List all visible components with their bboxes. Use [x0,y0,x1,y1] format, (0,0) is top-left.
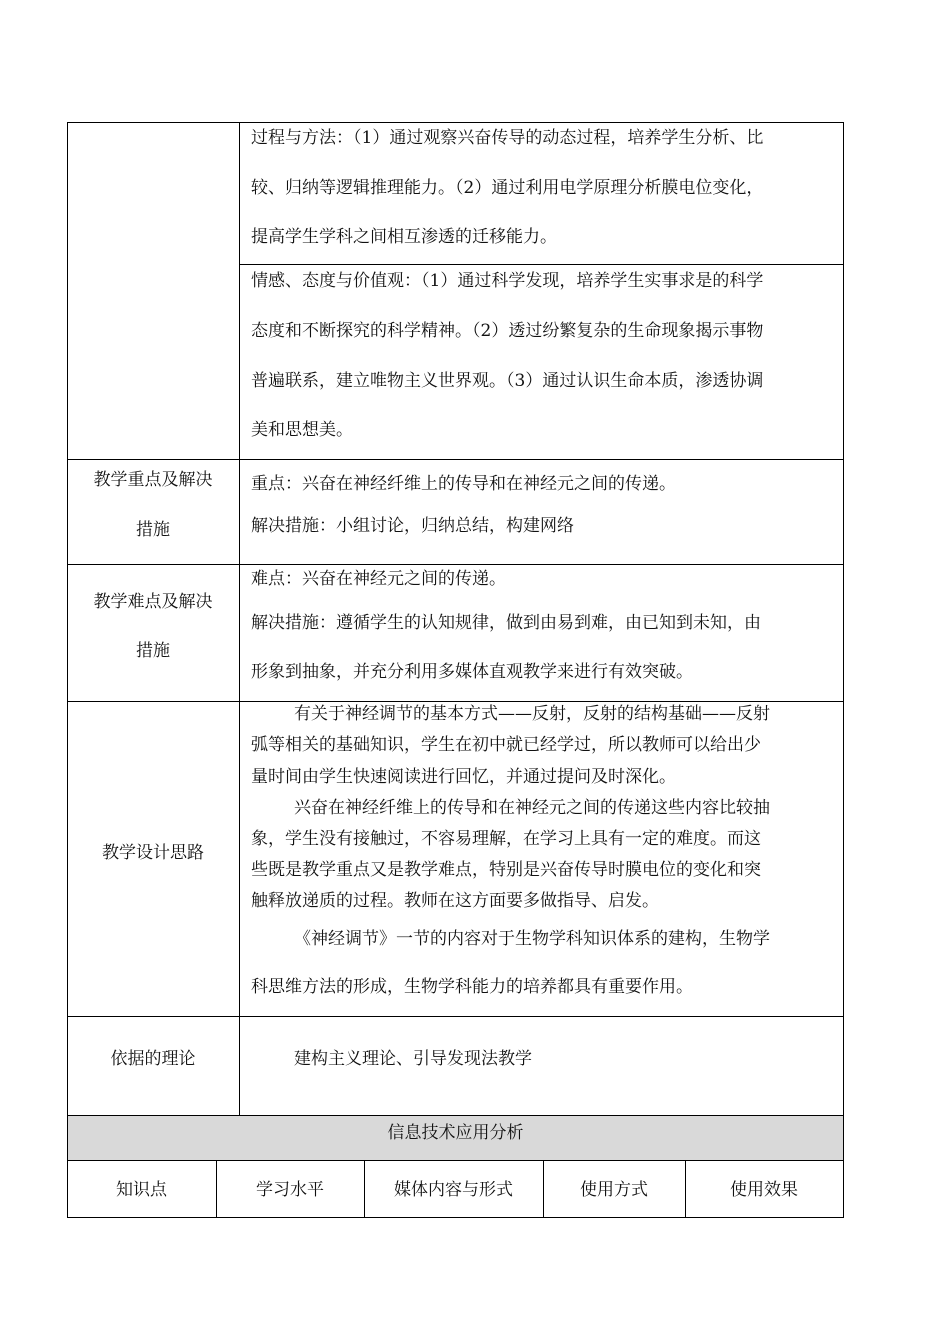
column-header-level: 学习水平 [256,1180,324,1200]
process-line-2: 较、归纳等逻辑推理能力。（2）通过利用电学原理分析膜电位变化， [251,178,764,198]
key-points-label-line2: 措施 [136,520,170,540]
row-separator [67,564,844,565]
design-thinking-line-3: 量时间由学生快速阅读进行回忆，并通过提问及时深化。 [251,767,676,787]
emotion-line-2: 态度和不断探究的科学精神。（2）透过纷繁复杂的生命现象揭示事物 [251,321,764,341]
table-bottom-border [67,1217,844,1218]
row-separator [67,1016,844,1017]
design-thinking-label: 教学设计思路 [102,843,204,863]
column-header-usage: 使用方式 [580,1180,648,1200]
theory-label: 依据的理论 [110,1049,196,1069]
table-right-border [843,122,844,1218]
key-points-content-2: 解决措施：小组讨论，归纳总结，构建网络 [251,516,574,536]
difficult-points-content-3: 形象到抽象，并充分利用多媒体直观教学来进行有效突破。 [251,662,693,682]
it-analysis-title: 信息技术应用分析 [387,1123,524,1143]
design-thinking-line-4: 兴奋在神经纤维上的传导和在神经元之间的传递这些内容比较抽 [294,798,770,818]
design-thinking-line-8: 《神经调节》一节的内容对于生物学科知识体系的建构，生物学 [294,929,770,949]
row-separator [67,459,844,460]
emotion-line-4: 美和思想美。 [251,420,353,440]
theory-content: 建构主义理论、引导发现法教学 [294,1049,532,1069]
difficult-points-content-2: 解决措施：遵循学生的认知规律，做到由易到难，由已知到未知，由 [251,613,761,633]
table-top-border [67,122,844,123]
label-column-divider [239,122,240,1115]
design-thinking-line-7: 触释放递质的过程。教师在这方面要多做指导、启发。 [251,891,659,911]
row-separator [67,1160,844,1161]
row-separator [67,701,844,702]
design-thinking-line-2: 弧等相关的基础知识，学生在初中就已经学过，所以教师可以给出少 [251,735,761,755]
column-header-effect: 使用效果 [730,1180,798,1200]
key-points-content-1: 重点：兴奋在神经纤维上的传导和在神经元之间的传递。 [251,474,676,494]
difficult-points-label-line1: 教学难点及解决 [93,592,213,612]
column-header-knowledge: 知识点 [116,1180,167,1200]
design-thinking-line-9: 科思维方法的形成，生物学科能力的培养都具有重要作用。 [251,977,693,997]
design-thinking-line-1: 有关于神经调节的基本方式——反射，反射的结构基础——反射 [294,704,770,724]
difficult-points-label-line2: 措施 [136,641,170,661]
emotion-line-3: 普遍联系，建立唯物主义世界观。（3）通过认识生命本质，渗透协调 [251,371,764,391]
row-separator [239,264,844,265]
key-points-label-line1: 教学重点及解决 [93,470,213,490]
column-header-media: 媒体内容与形式 [394,1180,513,1200]
process-line-1: 过程与方法：（1）通过观察兴奋传导的动态过程，培养学生分析、比 [251,128,764,148]
design-thinking-line-6: 些既是教学重点又是教学难点，特别是兴奋传导时膜电位的变化和突 [251,860,761,880]
process-line-3: 提高学生学科之间相互渗透的迁移能力。 [251,227,557,247]
emotion-line-1: 情感、态度与价值观：（1）通过科学发现，培养学生实事求是的科学 [251,271,764,291]
difficult-points-content-1: 难点：兴奋在神经元之间的传递。 [251,569,506,589]
design-thinking-line-5: 象，学生没有接触过，不容易理解，在学习上具有一定的难度。而这 [251,829,761,849]
